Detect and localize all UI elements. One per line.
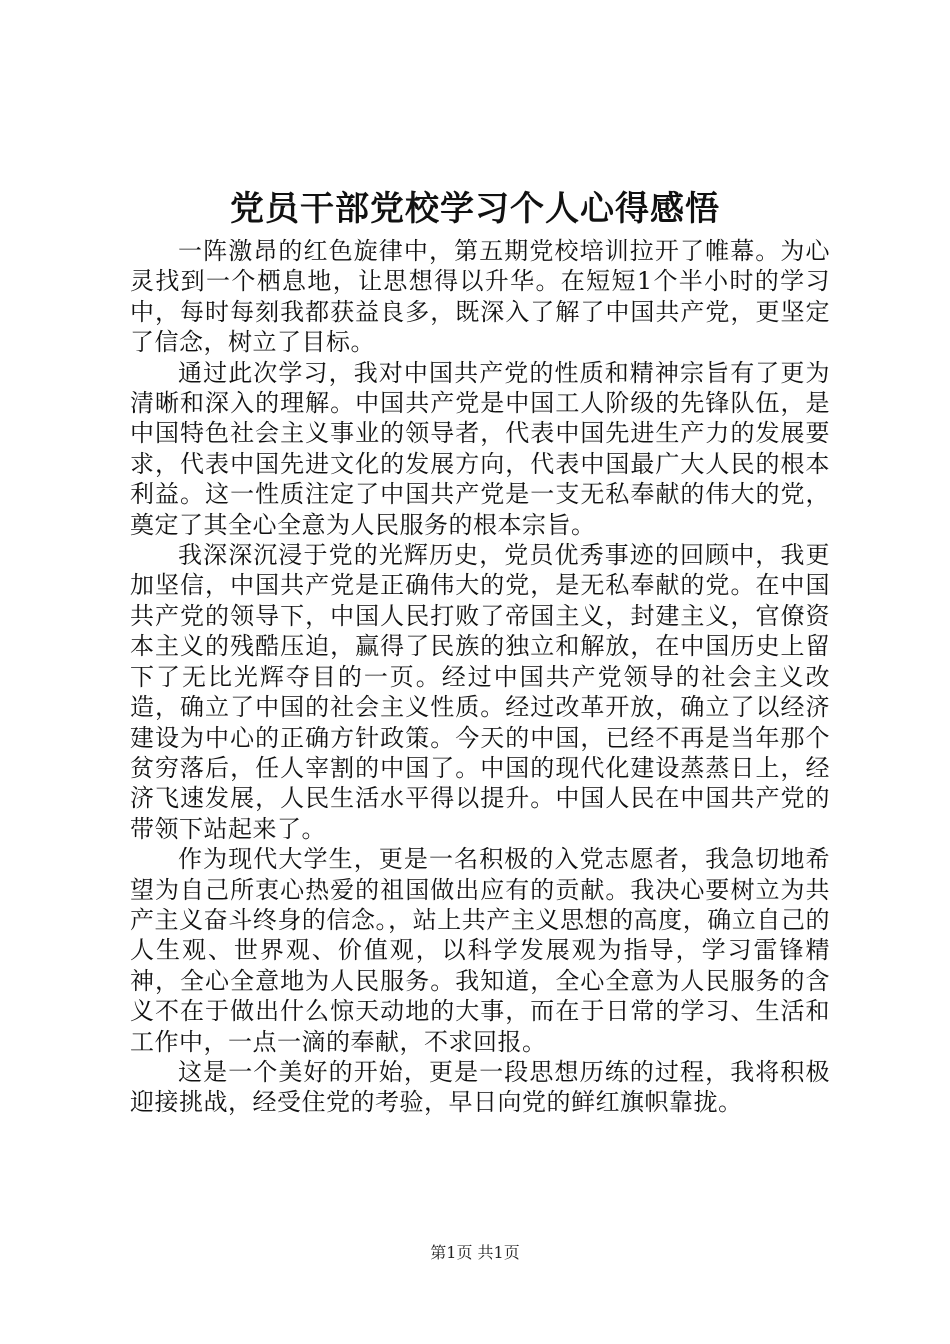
- document-title: 党员干部党校学习个人心得感悟: [230, 189, 720, 229]
- paragraph-1: 一阵激昂的红色旋律中，第五期党校培训拉开了帷幕。为心灵找到一个栖息地，让思想得以升华。在短短1个半小时的学习中，每时每刻我都获益良多，既深入了解了中国共产党，更坚定了信念，树立了目标。: [130, 237, 830, 357]
- paragraph-4: 作为现代大学生，更是一名积极的入党志愿者，我急切地希望为自己所衷心热爱的祖国做出应有的贡献。我决心要树立为共产主义奋斗终身的信念。，站上共产主义思想的高度，确立自己的人生观、世界观、价值观，以科学发展观为指导，学习雷锋精神，全心全意地为人民服务。我知道，全心全意为人民服务的含义不在于做出什么惊天动地的大事，而在于日常的学习、生活和工作中，一点一滴的奉献，不求回报。: [130, 845, 830, 1056]
- page-footer: 第1页 共1页: [430, 1243, 520, 1262]
- paragraph-2: 通过此次学习，我对中国共产党的性质和精神宗旨有了更为清晰和深入的理解。中国共产党是中国工人阶级的先锋队伍，是中国特色社会主义事业的领导者，代表中国先进生产力的发展要求，代表中国先进文化的发展方向，代表中国最广大人民的根本利益。这一性质注定了中国共产党是一支无私奉献的伟大的党，奠定了其全心全意为人民服务的根本宗旨。: [130, 358, 830, 539]
- document-body: [130, 236, 830, 1118]
- paragraph-5: 这是一个美好的开始，更是一段思想历练的过程，我将积极迎接挑战，经受住党的考验，早日向党的鲜红旗帜靠拢。: [130, 1057, 830, 1117]
- paragraph-3: 我深深沉浸于党的光辉历史，党员优秀事迹的回顾中，我更加坚信，中国共产党是正确伟大的党，是无私奉献的党。在中国共产党的领导下，中国人民打败了帝国主义，封建主义，官僚资本主义的残酷压迫，赢得了民族的独立和解放，在中国历史上留下了无比光辉夺目的一页。经过中国共产党领导的社会主义改造，确立了中国的社会主义性质。经过改革开放，确立了以经济建设为中心的正确方针政策。今天的中国，已经不再是当年那个贫穷落后，任人宰割的中国了。中国的现代化建设蒸蒸日上，经济飞速发展，人民生活水平得以提升。中国人民在中国共产党的带领下站起来了。: [130, 541, 830, 843]
